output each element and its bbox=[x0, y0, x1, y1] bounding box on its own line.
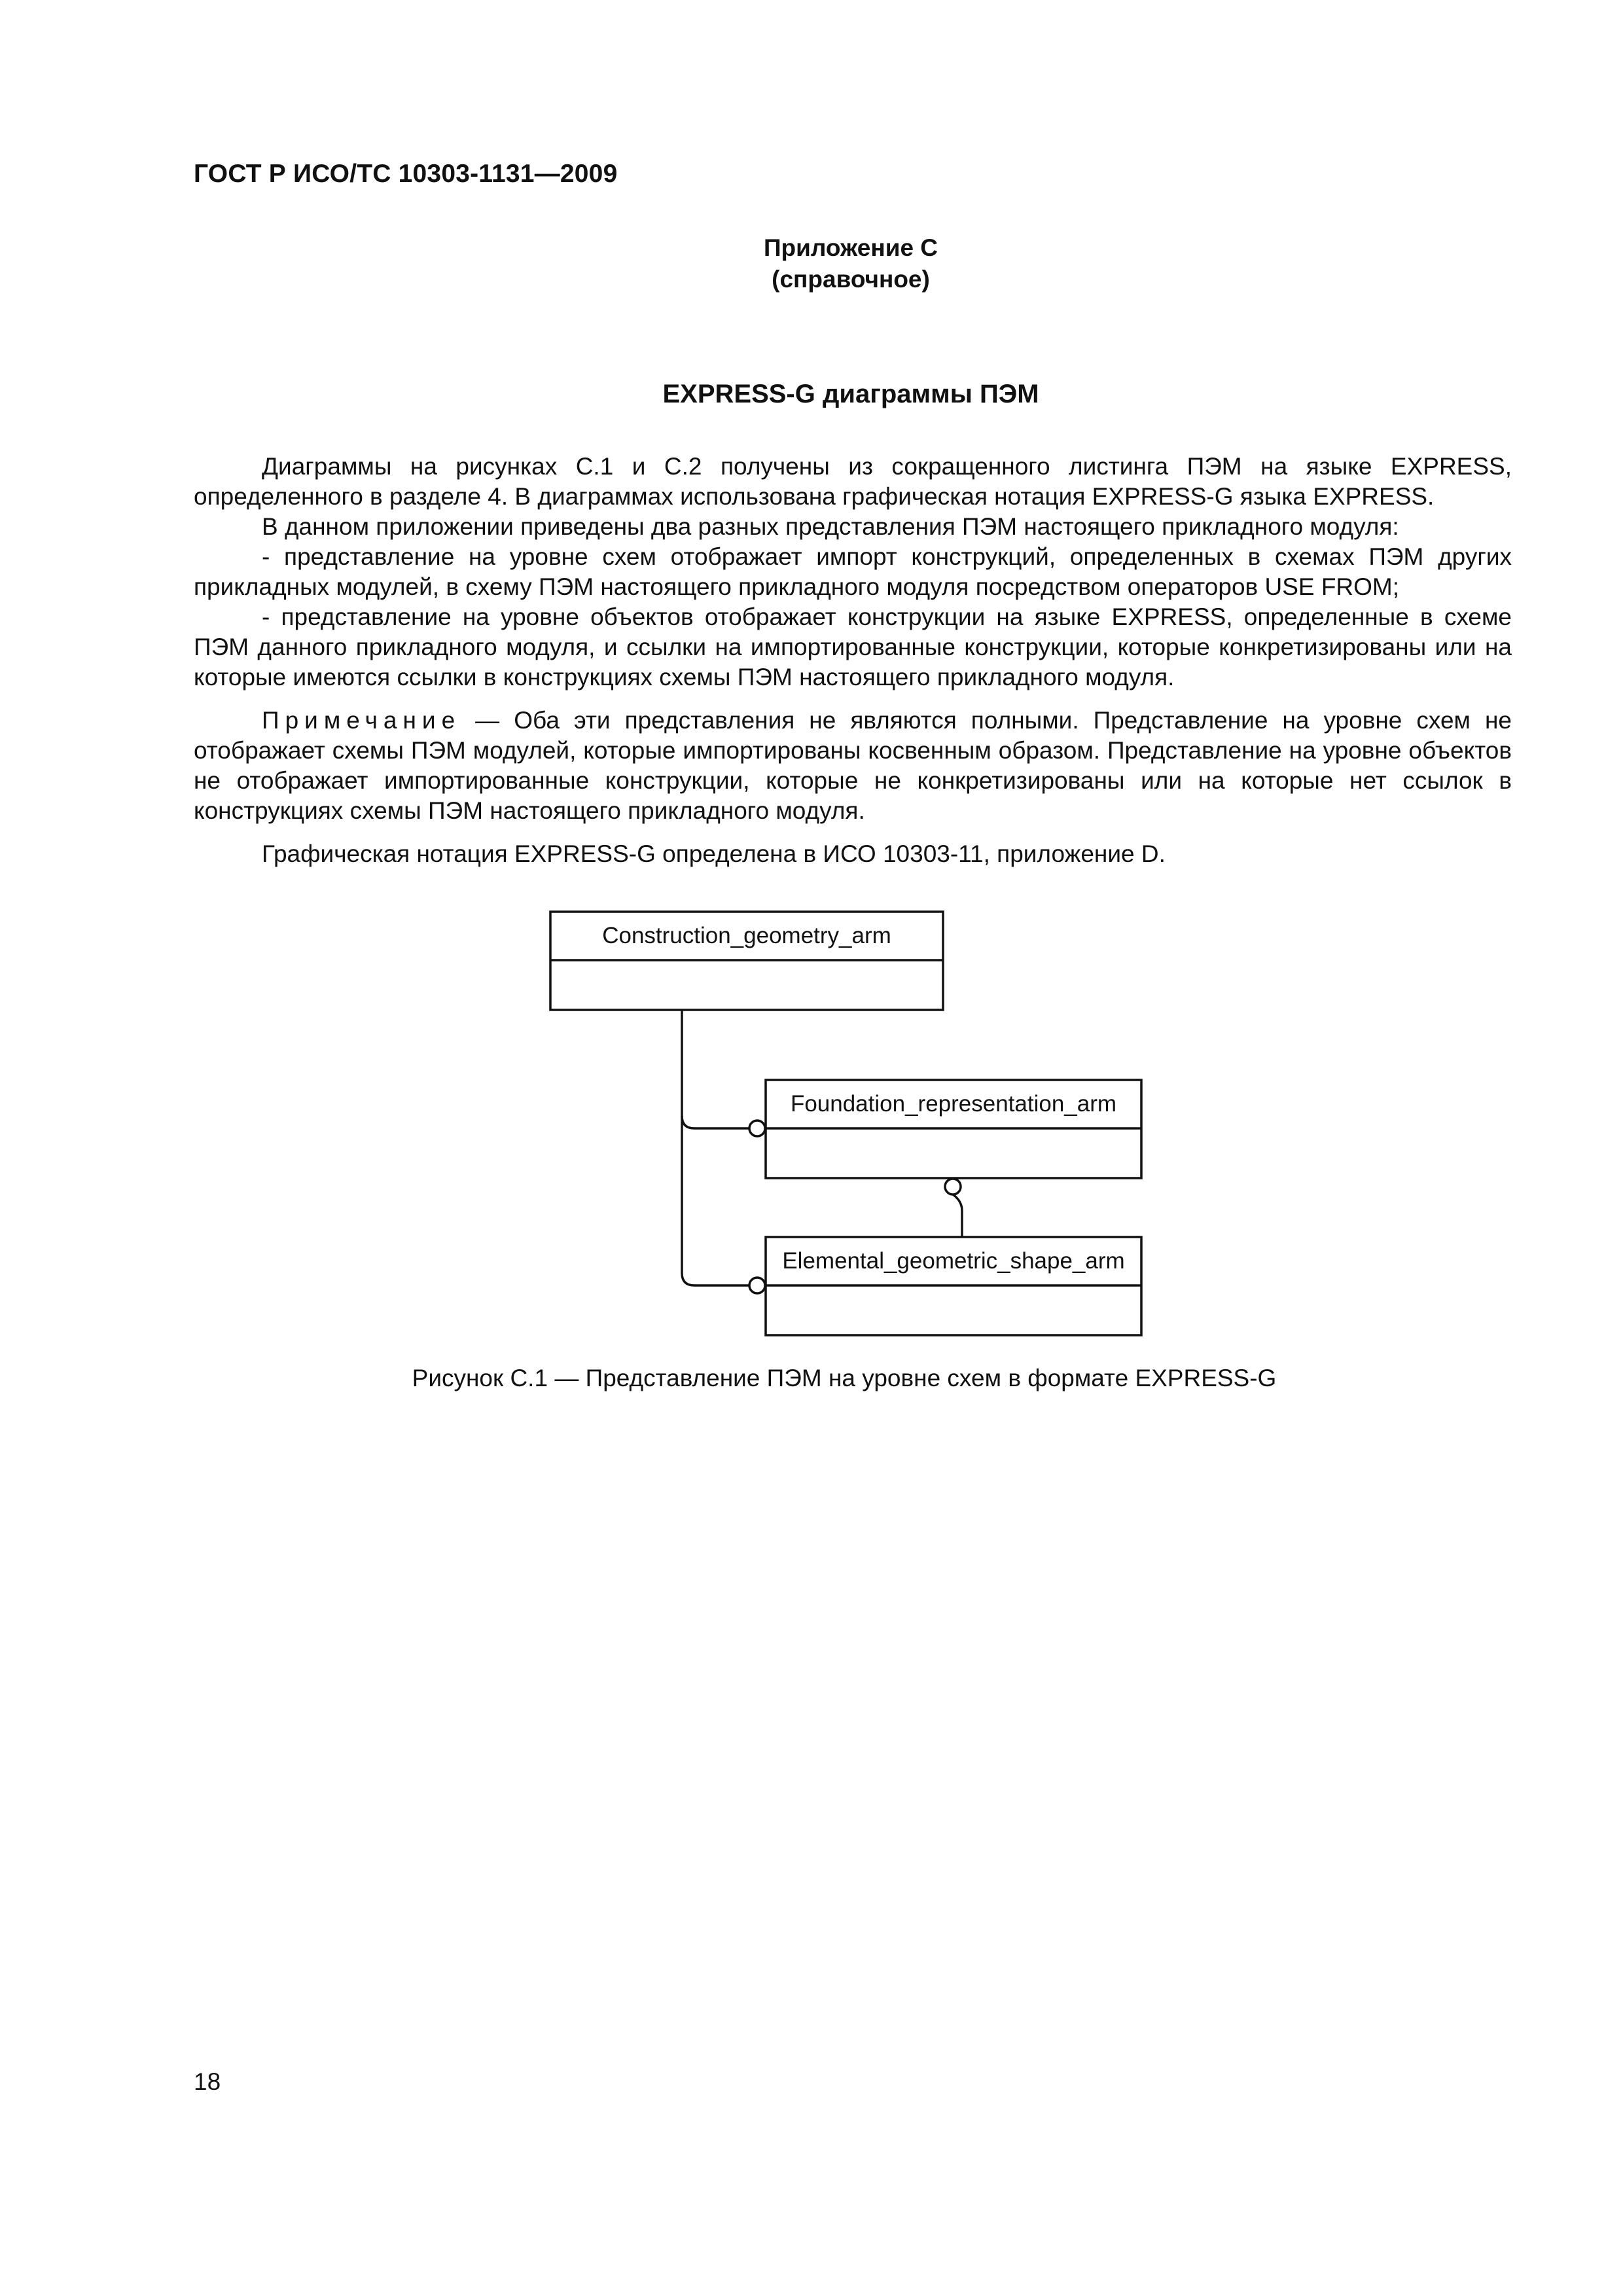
paragraph-intro: Диаграммы на рисунках С.1 и С.2 получены из сокращенного листинга ПЭМ на языке EXPRESS, определенного в разделе 4. В диаграммах использована графическая нотация EXPRESS-G языка EXPRESS. bbox=[194, 453, 1512, 510]
paragraph-schema-level: - представление на уровне схем отображает импорт конструкций, определенных в схемах ПЭМ других прикладных модулей, в схему ПЭМ настоящего прикладного модуля посредством операторов USE FROM; bbox=[194, 543, 1512, 600]
annex-status: (справочное) bbox=[772, 266, 930, 293]
document-header: ГОСТ Р ИСО/ТС 10303-1131—2009 bbox=[194, 160, 618, 188]
use-from-line-foundation-elemental bbox=[953, 1194, 962, 1237]
note-text: — Оба эти представления не являются полными. Представление на уровне схем не отображает схемы ПЭМ модулей, которые импортированы косвенным образом. Представление на уровне объектов не отображает импортированные конструкции, которые не конкретизированы или на которые нет ссылок в конструкциях схемы ПЭМ настоящего прикладного модуля. bbox=[194, 707, 1512, 824]
annex-title: Приложение С bbox=[763, 234, 938, 261]
reference-circle-icon bbox=[749, 1278, 765, 1293]
use-from-line-elemental bbox=[682, 1116, 749, 1285]
page-number: 18 bbox=[194, 2068, 221, 2095]
use-from-line-foundation bbox=[682, 1010, 749, 1128]
paragraph-entity-level: - представление на уровне объектов отображает конструкции на языке EXPRESS, определенные в схеме ПЭМ данного прикладного модуля, и ссылки на импортированные конструкции, которые конкретизированы или на которые имеются ссылки в конструкциях схемы ПЭМ настоящего прикладного модуля. bbox=[194, 603, 1512, 691]
figure-caption: Рисунок С.1 — Представление ПЭМ на уровне схем в формате EXPRESS-G bbox=[412, 1365, 1277, 1391]
paragraph-notation: Графическая нотация EXPRESS-G определена в ИСО 10303-11, приложение D. bbox=[262, 840, 1166, 867]
reference-circle-icon bbox=[945, 1179, 961, 1194]
schema-name-foundation-representation: Foundation_representation_arm bbox=[790, 1091, 1117, 1117]
schema-name-elemental-geometric-shape: Elemental_geometric_shape_arm bbox=[782, 1248, 1125, 1274]
note-label: Примечание bbox=[262, 707, 461, 734]
reference-circle-icon bbox=[749, 1121, 765, 1136]
section-title: EXPRESS-G диаграммы ПЭМ bbox=[662, 380, 1039, 408]
schema-name-construction-geometry: Construction_geometry_arm bbox=[602, 923, 891, 948]
paragraph-views: В данном приложении приведены два разных представления ПЭМ настоящего прикладного модуля: bbox=[262, 513, 1399, 540]
